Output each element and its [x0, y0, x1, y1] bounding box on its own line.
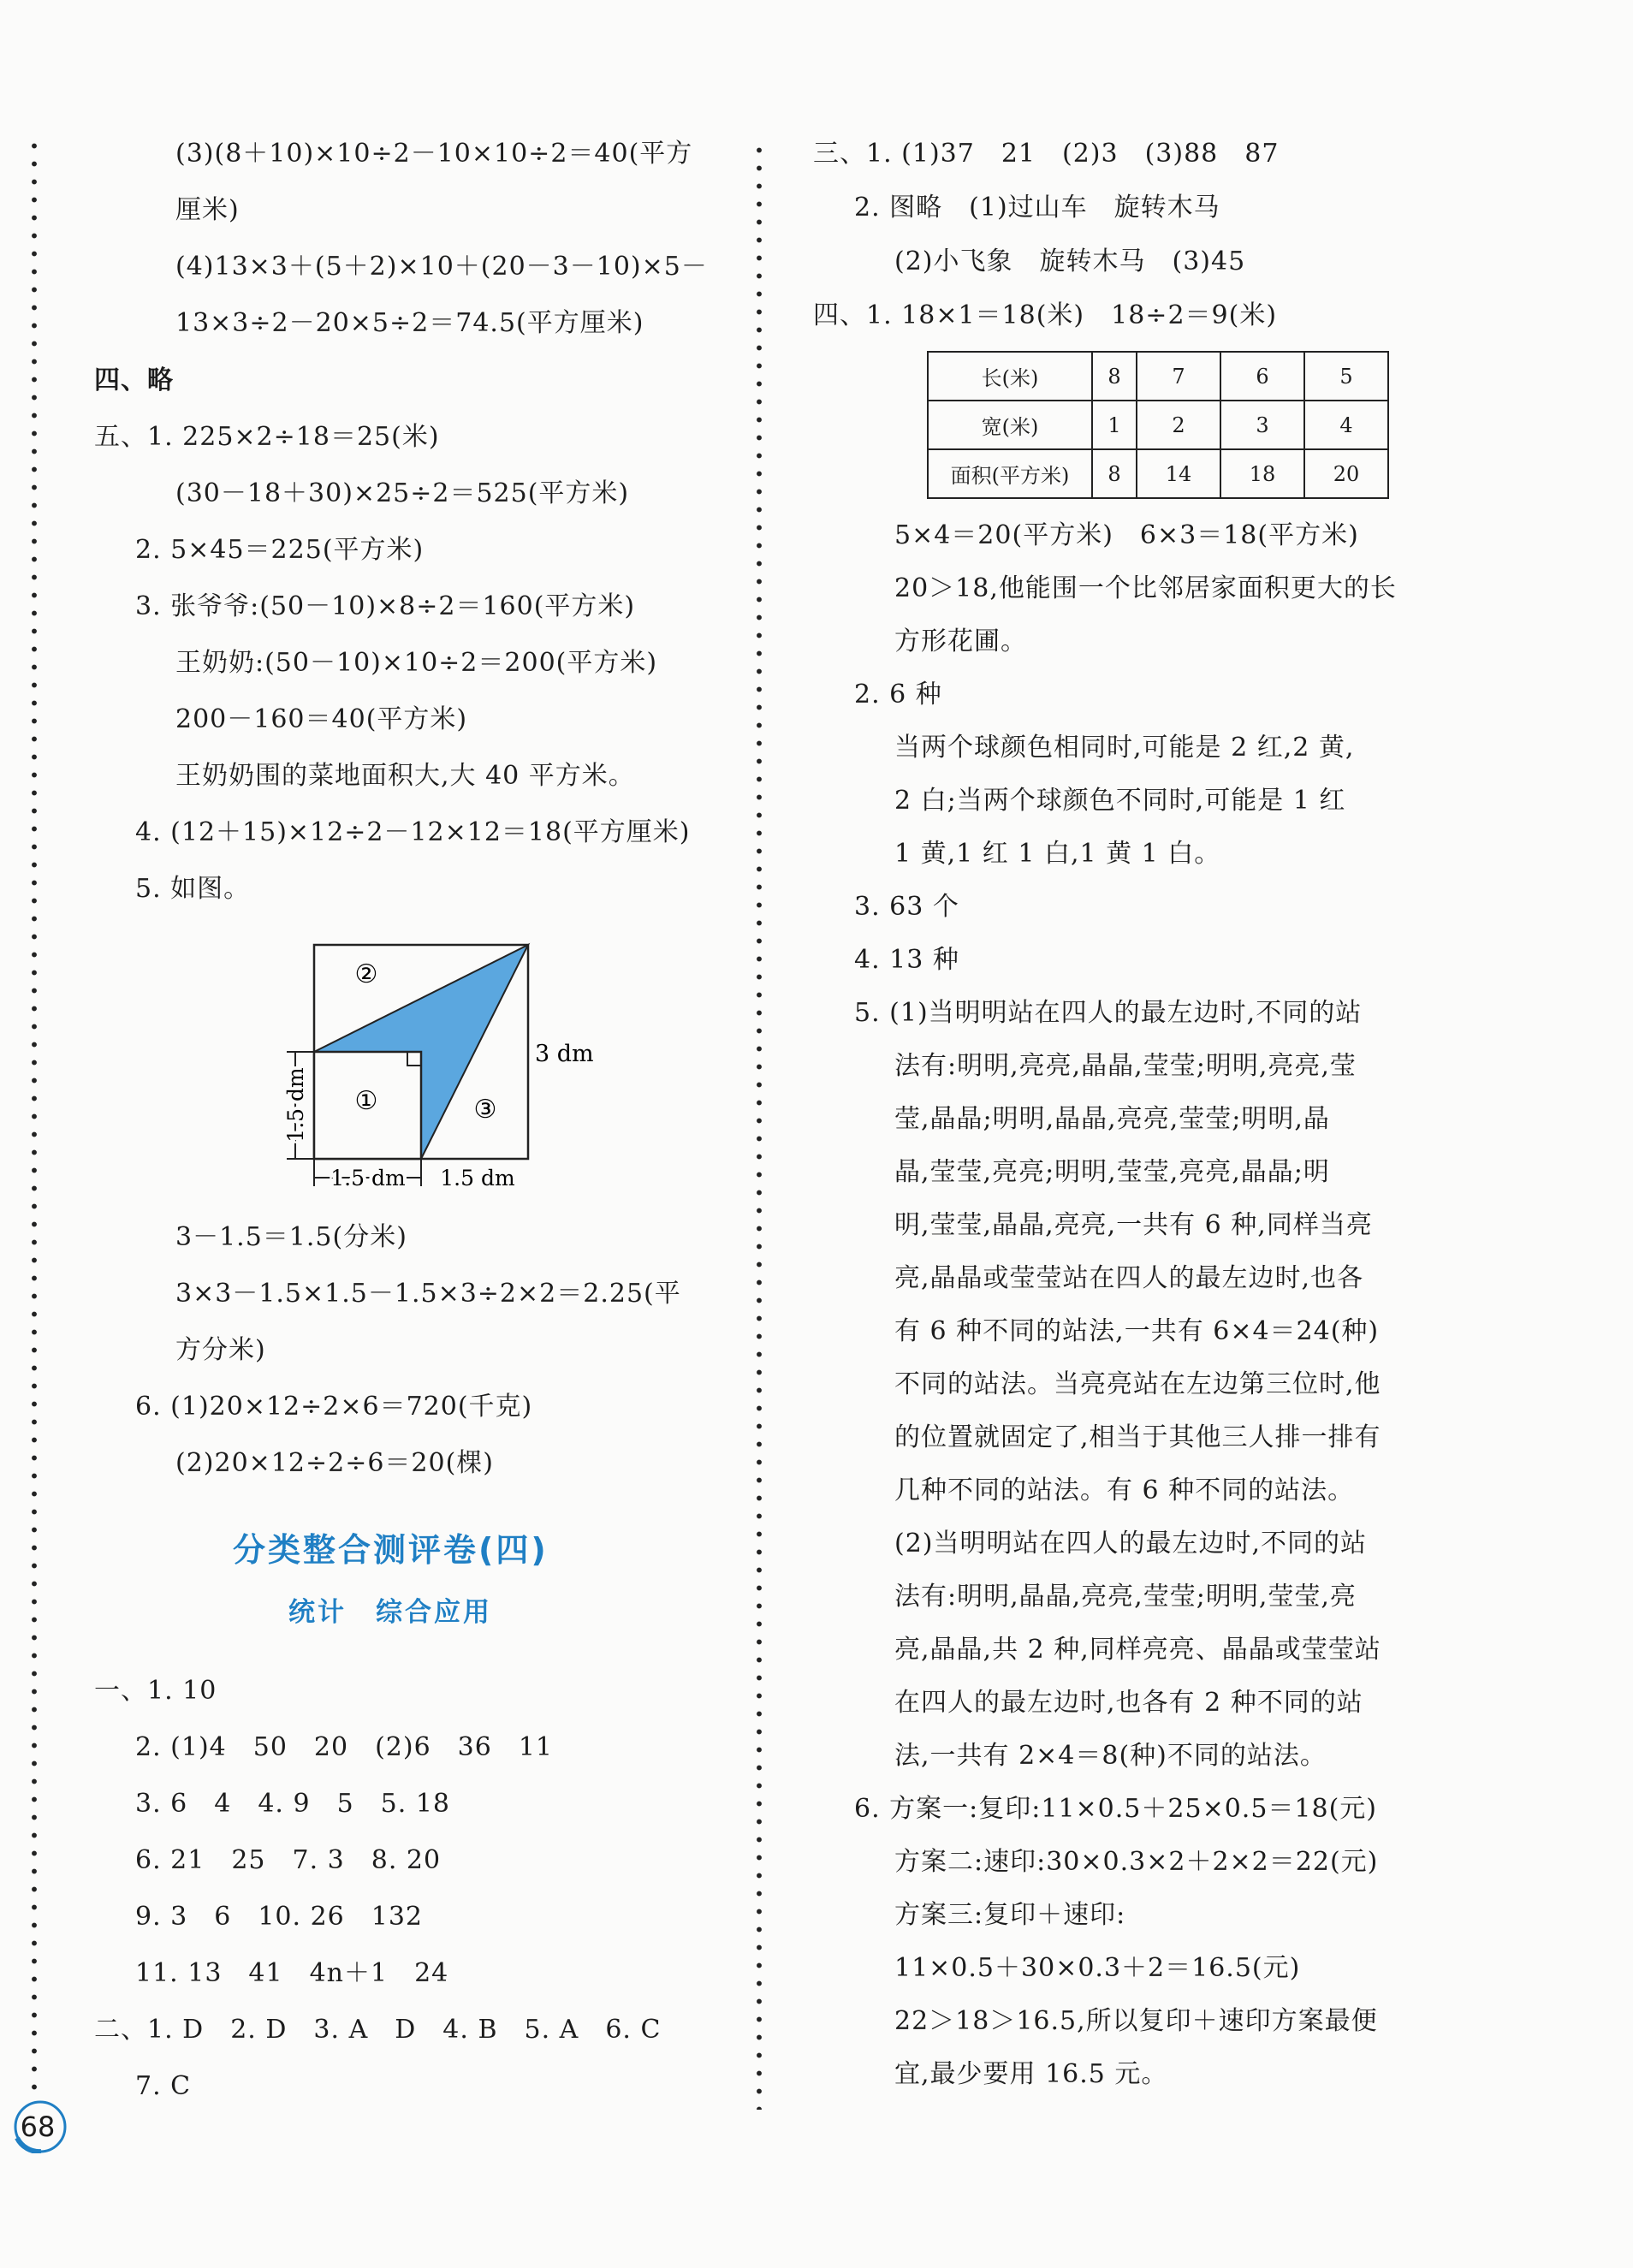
answer-line: 法有:明明,亮亮,晶晶,莹莹;明明,亮亮,莹 [894, 1051, 1357, 1081]
answer-line: 几种不同的站法。有 6 种不同的站法。 [894, 1475, 1355, 1505]
answer-line: 方案三:复印＋速印: [894, 1900, 1126, 1930]
answer-line: 6. 21 25 7. 3 8. 20 [135, 1845, 442, 1875]
answer-line: 9. 3 6 10. 26 132 [135, 1902, 424, 1932]
region-1-label: ① [354, 1086, 378, 1116]
answer-line: 2. 6 种 [854, 680, 942, 709]
bottom-left-dimension-label: 1.5 dm [330, 1166, 406, 1190]
table-cell: 1 [1092, 401, 1137, 449]
answer-line: 方分米) [175, 1335, 266, 1365]
answer-line: 王奶奶:(50－10)×10÷2＝200(平方米) [175, 648, 658, 678]
answer-line: 1 黄,1 红 1 白,1 黄 1 白。 [894, 839, 1221, 869]
bottom-right-dimension-label: 1.5 dm [440, 1166, 515, 1190]
answer-line: (4)13×3＋(5＋2)×10＋(20－3－10)×5－ [175, 252, 708, 282]
answer-line: 4. (12＋15)×12÷2－12×12＝18(平方厘米) [135, 817, 691, 847]
answer-line: 20＞18,他能围一个比邻居家面积更大的长 [894, 573, 1397, 603]
table-cell: 20 [1304, 449, 1388, 498]
answer-line: 6. 方案一:复印:11×0.5＋25×0.5＝18(元) [854, 1794, 1377, 1824]
answer-line: 5×4＝20(平方米) 6×3＝18(平方米) [894, 520, 1359, 550]
answer-line: 200－160＝40(平方米) [175, 704, 468, 734]
section-title: 分类整合测评卷(四) [233, 1531, 549, 1569]
table-row [928, 401, 1388, 449]
table-cell: 2 [1137, 401, 1220, 449]
answer-line: 3. 张爷爷:(50－10)×8÷2＝160(平方米) [135, 591, 636, 621]
answer-line: (2)小飞象 旋转木马 (3)45 [894, 246, 1246, 276]
answer-line: 2 白;当两个球颜色不同时,可能是 1 红 [894, 786, 1346, 816]
answer-line: (3)(8＋10)×10÷2－10×10÷2＝40(平方 [175, 139, 693, 169]
answer-line: 晶,莹莹,亮亮;明明,莹莹,亮亮,晶晶;明 [894, 1157, 1330, 1187]
answer-line: 6. (1)20×12÷2×6＝720(千克) [135, 1392, 533, 1422]
table-cell: 8 [1092, 449, 1137, 498]
answer-line: (2)当明明站在四人的最左边时,不同的站 [894, 1529, 1368, 1559]
answer-line: 2. 5×45＝225(平方米) [135, 535, 425, 565]
answer-line: 法,一共有 2×4＝8(种)不同的站法。 [894, 1741, 1327, 1771]
answer-line: 22＞18＞16.5,所以复印＋速印方案最便 [894, 2006, 1378, 2036]
table-cell: 5 [1304, 352, 1388, 401]
page-number: 68 [20, 2111, 56, 2143]
answer-line: 13×3÷2－20×5÷2＝74.5(平方厘米) [175, 308, 644, 338]
answer-line: 莹,晶晶;明明,晶晶,亮亮,莹莹;明明,晶 [894, 1104, 1330, 1134]
answer-line: (2)20×12÷2÷6＝20(棵) [175, 1448, 495, 1478]
answer-line: 王奶奶围的菜地面积大,大 40 平方米。 [175, 761, 635, 791]
answer-line: 2. (1)4 50 20 (2)6 36 11 [135, 1732, 554, 1762]
left-binding-dots [31, 137, 38, 2105]
table-cell: 14 [1137, 449, 1220, 498]
answer-line: 五、1. 225×2÷18＝25(米) [94, 422, 440, 452]
region-3-label: ③ [473, 1095, 497, 1125]
table-cell: 8 [1092, 352, 1137, 401]
table-row [928, 449, 1388, 498]
answer-line: 当两个球颜色相同时,可能是 2 红,2 黄, [894, 733, 1355, 763]
region-2-label: ② [354, 959, 378, 989]
answer-line: 3. 63 个 [854, 892, 959, 922]
rectangle-table [927, 351, 1389, 499]
section-subtitle: 统计 综合应用 [288, 1597, 492, 1628]
answer-line: 5. 如图。 [135, 874, 251, 904]
answer-line: 亮,晶晶,共 2 种,同样亮亮、晶晶或莹莹站 [894, 1635, 1381, 1665]
table-cell: 6 [1220, 352, 1304, 401]
answer-line: 一、1. 10 [94, 1676, 217, 1706]
table-cell: 长(米) [928, 352, 1092, 401]
answer-line: 4. 13 种 [854, 945, 959, 975]
answer-line: 11. 13 41 4n＋1 24 [135, 1958, 449, 1988]
answer-line: 11×0.5＋30×0.3＋2＝16.5(元) [894, 1953, 1301, 1983]
table-cell: 18 [1220, 449, 1304, 498]
answer-line: 有 6 种不同的站法,一共有 6×4＝24(种) [894, 1316, 1380, 1346]
table-cell: 7 [1137, 352, 1220, 401]
answer-line: 3－1.5＝1.5(分米) [175, 1222, 407, 1252]
table-cell: 宽(米) [928, 401, 1092, 449]
answer-line: 方形花圃。 [894, 626, 1027, 656]
section-four-heading: 四、略 [94, 365, 174, 395]
table-cell: 面积(平方米) [928, 449, 1092, 498]
answer-line: 厘米) [175, 195, 240, 225]
answer-line: 在四人的最左边时,也各有 2 种不同的站 [894, 1688, 1363, 1718]
table-cell: 4 [1304, 401, 1388, 449]
center-binding-dots [756, 141, 763, 2110]
answer-line: 的位置就固定了,相当于其他三人排一排有 [894, 1422, 1381, 1452]
answer-line: 7. C [135, 2071, 192, 2101]
answer-line: 方案二:速印:30×0.3×2＋2×2＝22(元) [894, 1847, 1379, 1877]
page-number-badge [12, 2099, 67, 2153]
side-length-label: 3 dm [535, 1041, 594, 1067]
answer-line: 明,莹莹,晶晶,亮亮,一共有 6 种,同样当亮 [894, 1210, 1373, 1240]
answer-line: 亮,晶晶或莹莹站在四人的最左边时,也各 [894, 1263, 1364, 1293]
table-cell: 3 [1220, 401, 1304, 449]
answer-line: 法有:明明,晶晶,亮亮,莹莹;明明,莹莹,亮 [894, 1582, 1357, 1612]
answer-line: 2. 图略 (1)过山车 旋转木马 [854, 193, 1220, 223]
answer-line: 3×3－1.5×1.5－1.5×3÷2×2＝2.25(平 [175, 1279, 681, 1309]
answer-line: 3. 6 4 4. 9 5 5. 18 [135, 1789, 450, 1819]
geometry-figure [282, 933, 608, 1198]
answer-line: 宜,最少要用 16.5 元。 [894, 2059, 1168, 2089]
answer-line: 二、1. D 2. D 3. A D 4. B 5. A 6. C [94, 2015, 662, 2045]
answer-line: 四、1. 18×1＝18(米) 18÷2＝9(米) [813, 300, 1278, 330]
answer-line: (30－18＋30)×25÷2＝525(平方米) [175, 478, 630, 508]
answer-line: 不同的站法。当亮亮站在左边第三位时,他 [894, 1369, 1381, 1399]
answer-line: 5. (1)当明明站在四人的最左边时,不同的站 [854, 998, 1363, 1028]
vertical-dimension-label: 1.5 dm [283, 1067, 308, 1143]
answer-line: 三、1. (1)37 21 (2)3 (3)88 87 [813, 139, 1280, 169]
table-row [928, 352, 1388, 401]
